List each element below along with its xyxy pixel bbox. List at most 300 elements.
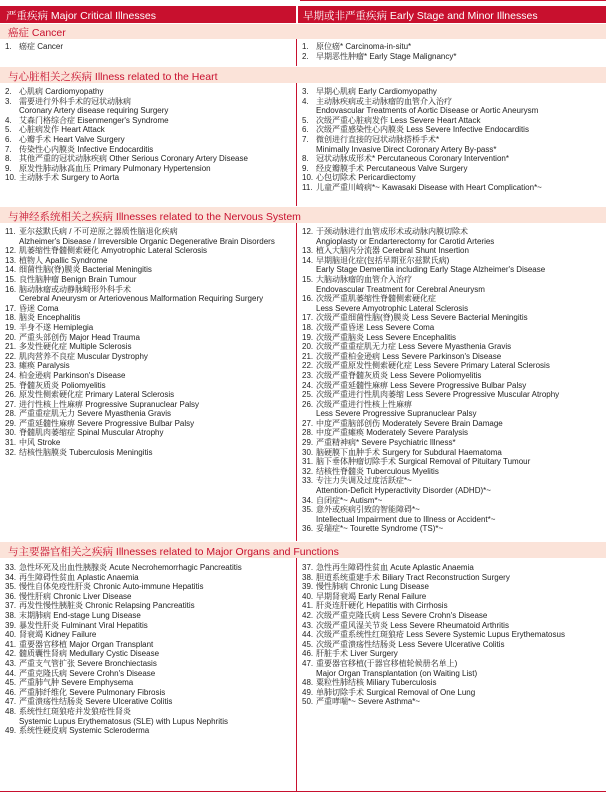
list-item [302,601,565,611]
item-text: 暴发性肝炎 Fulminant Viral Hepatitis [19,620,148,630]
item-number: 34. [302,495,314,505]
heart-minor-list [302,87,542,193]
list-item [5,323,275,333]
item-number: 24. [302,380,314,390]
list-item [5,640,242,650]
list-item [302,611,565,621]
list-item [302,448,559,458]
item-text: 中风 Stroke [19,438,61,448]
item-text: 严重支气管扩张 Severe Bronchiectasis [19,658,157,668]
list-item [5,726,242,736]
list-item [302,400,559,419]
item-text: 早期脑退化症(包括早期亚尔兹默氏病) [316,255,450,265]
list-item [302,621,565,631]
item-number: 44. [302,630,314,640]
item-text: 心瓣手术 Heart Valve Surgery [19,134,125,144]
list-item [302,467,559,477]
item-number: 18. [302,322,314,332]
item-text: 慢性肺病 Chronic Lung Disease [316,582,429,592]
list-item [5,361,275,371]
item-number: 37. [5,601,17,611]
list-item [302,381,559,391]
list-item [302,592,565,602]
item-text-continued: Intellectual Impairment due to Illness or Accident*~ [316,514,496,524]
item-number: 15. [5,274,17,284]
item-text: 系统性硬皮病 Systemic Scleroderma [19,726,150,736]
item-text: 次级严重柏金逊病 Less Severe Parkinson's Disease [316,351,502,361]
item-text: 多发性硬化症 Multiple Sclerosis [19,342,132,352]
list-item [5,649,242,659]
item-text: 早期心肌病 Early Cardiomyopathy [316,87,437,96]
item-number: 23. [302,370,314,380]
item-text: 妥瑞症*~ Tourette Syndrome (TS)*~ [316,524,444,534]
item-text: 原发性侧索硬化症 Primary Lateral Sclerosis [19,390,175,400]
item-text: 次级严重脊髓灰质炎 Less Severe Poliomyelitis [316,370,482,380]
item-text: 严重肺气肿 Severe Emphysema [19,678,134,688]
item-text-continued: Angioplasty or Endarterectomy for Carotid Arteries [316,236,495,246]
item-number: 45. [302,639,314,649]
item-number: 33. [302,476,314,486]
list-item [5,697,242,707]
list-item [302,87,542,97]
nervous-minor-list [302,227,559,534]
item-text: 胆道系统重建手术 Biliary Tract Reconstruction Surgery [316,572,510,582]
item-number: 45. [5,678,17,688]
item-number: 9. [302,163,309,173]
item-text: 脑动脉瘤或动静脉畸形外科手术 [19,284,131,294]
list-item [5,592,242,602]
list-item [302,688,565,698]
item-text: 脑炎 Encephalitis [19,313,81,323]
list-item [302,649,565,659]
item-text: 次级严重进行性肌肉萎缩 Less Severe Progressive Muscular Atrophy [316,390,560,400]
item-number: 11. [5,227,16,236]
item-number: 40. [302,591,314,601]
item-number: 38. [302,572,314,582]
item-text-continued: Cerebral Aneurysm or Arteriovenous Malformation Requiring Surgery [19,294,264,304]
item-text: 主动脉手术 Surgery to Aorta [19,173,120,183]
item-number: 49. [5,726,17,736]
item-number: 46. [302,649,314,659]
item-text: 次级严重风湿关节炎 Less Severe Rheumatoid Arthritis [316,620,509,630]
item-number: 13. [5,255,17,265]
item-number: 28. [5,409,17,419]
list-item [302,227,559,246]
item-text: 于颈动脉进行血管成形术或动脉内膜切除术 [316,227,468,236]
list-item [5,381,275,391]
item-number: 23. [5,361,17,371]
list-item [5,621,242,631]
item-number: 22. [302,361,314,371]
item-number: 30. [5,428,17,438]
item-number: 43. [302,620,314,630]
list-item [5,313,275,323]
item-number: 6. [302,125,309,135]
item-number: 11. [302,182,313,192]
item-text-continued: Less Severe Amyotrophic Lateral Sclerosis [316,303,469,313]
list-item [302,505,559,524]
list-item [302,323,559,333]
item-text: 肝炎连肝硬化 Hepatitis with Cirrhosis [316,601,448,611]
list-item [302,42,457,52]
item-number: 32. [5,447,17,457]
item-text: 昏迷 Coma [19,303,59,313]
cancer-major-list [5,42,63,52]
section-heart-heading: 与心脏相关之疾病 Illness related to the Heart [0,67,606,83]
list-item [5,256,275,266]
item-text: 严重头部创伤 Major Head Trauma [19,332,140,342]
item-text: 脑硬膜下血肿手术 Surgery for Subdural Haematoma [316,447,502,457]
list-item [302,496,559,506]
item-number: 49. [302,687,314,697]
item-number: 27. [5,399,17,409]
list-item [5,116,248,126]
organs-major-list [5,563,242,736]
item-text: 严重肺纤维化 Severe Pulmonary Fibrosis [19,687,166,697]
list-item [5,630,242,640]
item-number: 1. [302,42,309,51]
item-number: 16. [302,294,314,304]
item-number: 5. [302,115,309,125]
item-text: 慢性肝病 Chronic Liver Disease [19,591,132,601]
list-item [5,611,242,621]
list-item [5,688,242,698]
item-text: 原发性肺动脉高血压 Primary Pulmonary Hypertension [19,163,211,173]
item-number: 17. [302,313,314,323]
list-item [5,173,248,183]
item-text-continued: Alzheimer's Disease / Irreversible Organic Degenerative Brain Disorders [19,236,275,246]
item-text: 再发性慢性胰脏炎 Chronic Relapsing Pancreatitis [19,601,195,611]
list-item [302,678,565,688]
item-text: 半身不遂 Hemiplegia [19,322,94,332]
list-item [5,227,275,246]
item-number: 36. [5,591,17,601]
list-item [5,125,248,135]
item-text: 次级严重溃疡性结肠炎 Less Severe Ulcerative Colitis [316,639,505,649]
list-item [302,390,559,400]
item-text: 植物人 Apallic Syndrome [19,255,108,265]
item-number: 22. [5,351,17,361]
item-text: 儿童严重川崎病*~ Kawasaki Disease with Heart Complication*~ [316,182,542,192]
item-text: 良性脑肿瘤 Benign Brain Tumour [19,274,137,284]
item-number: 7. [5,144,12,154]
item-text: 自闭症*~ Autism*~ [316,495,383,505]
item-text: 意外或疾病引致的智能障碍*~ [316,505,420,515]
list-item [302,183,542,193]
item-number: 50. [302,697,314,707]
list-item [5,42,63,52]
item-text: 单肺切除手术 Surgical Removal of One Lung [316,687,476,697]
list-item [5,275,275,285]
item-text: 亚尔兹默氏病 / 不可逆原之器质性脑退化疾病 [19,227,178,236]
item-number: 15. [302,274,314,284]
item-number: 4. [5,115,12,125]
item-text: 次级严重进行性核上性麻痹 [316,399,412,409]
item-number: 19. [302,332,314,342]
item-number: 14. [302,255,314,265]
item-text: 心脏病发作 Heart Attack [19,125,105,135]
item-text: 髓质囊性肾病 Medullary Cystic Disease [19,649,160,659]
item-text: 早期肾衰竭 Early Renal Failure [316,591,427,601]
item-text-continued: Early Stage Dementia including Early Stage Alzheimer's Disease [316,265,546,275]
list-item [302,333,559,343]
list-item [5,573,242,583]
item-number: 3. [302,87,309,96]
list-item [302,52,457,62]
nervous-major-list [5,227,275,457]
item-number: 10. [302,173,314,183]
list-item [302,438,559,448]
item-number: 4. [302,96,309,106]
item-number: 34. [5,572,17,582]
list-item [5,659,242,669]
list-item [5,390,275,400]
list-item [302,352,559,362]
list-item [5,582,242,592]
item-number: 41. [5,639,17,649]
item-text: 癌症 Cancer [19,42,64,51]
list-item [302,582,565,592]
item-number: 48. [302,678,314,688]
item-text: 肝脏手术 Liver Surgery [316,649,398,659]
item-text: 次级严重昏迷 Less Severe Coma [316,322,435,332]
list-item [302,697,565,707]
list-item [302,573,565,583]
list-item [5,563,242,573]
item-text: 经皮瓣膜手术 Percutaneous Valve Surgery [316,163,468,173]
list-item [5,135,248,145]
list-item [302,164,542,174]
item-text: 早期恶性肿瘤* Early Stage Malignancy* [316,51,457,61]
list-item [302,116,542,126]
section-nervous-heading: 与神经系统相关之疾病 Illnesses related to the Nervous System [0,207,606,223]
item-text: 严重溃疡性结肠炎 Severe Ulcerative Colitis [19,697,173,707]
item-text: 心包切除术 Pericardiectomy [316,173,416,183]
item-number: 9. [5,163,12,173]
list-item [5,409,275,419]
table-header [0,6,606,23]
item-text: 结核性脊髓炎 Tuberculous Myelitis [316,466,439,476]
list-item [302,524,559,534]
item-number: 25. [302,390,314,400]
item-number: 28. [302,428,314,438]
section-organs-heading: 与主要器官相关之疾病 Illnesses related to Major Organs and Functions [0,542,606,558]
item-text: 结核性脑膜炎 Tuberculosis Meningitis [19,447,153,457]
item-number: 3. [5,96,12,106]
item-text: 肾衰竭 Kidney Failure [19,630,97,640]
item-number: 30. [302,447,314,457]
item-text: 严重精神病* Severe Psychiatric Illness* [316,438,456,448]
list-item [302,246,559,256]
item-text: 脊髓肌肉萎缩症 Spinal Muscular Atrophy [19,428,164,438]
item-text-continued: Endovascular Treatment for Cerebral Aneurysm [316,284,485,294]
item-text: 严重哮喘*~ Severe Asthma*~ [316,697,421,707]
heart-major-list [5,87,248,183]
item-number: 31. [5,438,17,448]
list-item [302,294,559,313]
item-number: 38. [5,610,17,620]
item-number: 17. [5,303,17,313]
list-item [5,669,242,679]
item-text: 末期肺病 End-stage Lung Disease [19,610,141,620]
list-item [5,448,275,458]
item-number: 14. [5,265,17,275]
list-item [302,256,559,275]
item-number: 47. [5,697,17,707]
item-number: 10. [5,173,17,183]
list-item [5,707,242,726]
item-number: 26. [302,399,314,409]
item-text: 急性再生障碍性贫血 Acute Aplastic Anaemia [316,563,474,572]
list-item [5,371,275,381]
item-text: 心肌病 Cardiomyopathy [19,87,104,96]
item-text: 次级严重延髓性麻痹 Less Severe Progressive Bulbar Palsy [316,380,527,390]
list-item [5,285,275,304]
list-item [5,352,275,362]
item-text: 严重重症肌无力 Severe Myasthenia Gravis [19,409,172,419]
item-text: 慢性自体免疫性肝炎 Chronic Auto-immune Hepatitis [19,582,204,592]
item-text: 柏金逊病 Parkinson's Disease [19,370,126,380]
item-text: 艾森门格综合症 Eisenmenger's Syndrome [19,115,169,125]
item-number: 16. [5,284,17,294]
item-number: 8. [302,154,309,164]
list-item [302,428,559,438]
item-text: 细菌性脑(脊)膜炎 Bacterial Meningitis [19,265,152,275]
list-item [302,640,565,650]
header-early-minor: 早期或非严重疾病 Early Stage and Minor Illnesses [303,10,538,22]
list-item [302,659,565,678]
item-text: 肌萎缩性脊髓侧索硬化 Amyotrophic Lateral Sclerosis [19,246,208,256]
item-text: 次级严重系统性红斑狼疮 Less Severe Systemic Lupus Erythematosus [316,630,565,640]
item-text: 冠状动脉成形术* Percutaneous Coronary Intervention* [316,154,509,164]
list-item [5,97,248,116]
item-text: 系统性红斑狼疮并发狼疮性肾炎 [19,706,131,716]
item-number: 47. [302,658,314,668]
cancer-minor-list [302,42,457,61]
list-item [302,476,559,495]
item-number: 19. [5,322,17,332]
list-item [5,304,275,314]
list-item [5,400,275,410]
item-text: 脊髓灰质炎 Poliomyelitis [19,380,106,390]
item-number: 37. [302,563,314,572]
list-item [302,173,542,183]
item-text-continued: Attention-Deficit Hyperactivity Disorder (ADHD)*~ [316,486,491,496]
section-cancer-heading: 癌症 Cancer [0,24,606,39]
list-item [302,630,565,640]
item-number: 18. [5,313,17,323]
item-text-continued: Systemic Lupus Erythematosus (SLE) with Lupus Nephritis [19,716,228,726]
item-text: 瘫痪 Paralysis [19,361,70,371]
item-number: 6. [5,134,12,144]
item-text: 急性坏死及出血性胰腺炎 Acute Necrohemorrhagic Pancreatitis [19,563,242,572]
item-text: 重要器官移植(于器官移植轮候册名单上) [316,658,458,668]
item-number: 25. [5,380,17,390]
item-text: 次级严重肌萎缩性脊髓侧索硬化症 [316,294,436,304]
item-number: 32. [302,466,314,476]
item-number: 7. [302,134,309,144]
item-text-continued: Less Severe Progressive Supranuclear Palsy [316,409,477,419]
list-item [5,601,242,611]
item-number: 44. [5,668,17,678]
header-major-critical: 严重疾病 Major Critical Illnesses [6,10,156,22]
item-text: 次级严重克隆氏病 Less Severe Crohn's Disease [316,610,488,620]
item-text: 其他严重的冠状动脉疾病 Other Serious Coronary Artery Disease [19,154,248,164]
item-text: 中度严重瘫痪 Moderately Severe Paralysis [316,428,469,438]
item-number: 40. [5,630,17,640]
item-text: 传染性心内膜炎 Infective Endocarditis [19,144,154,154]
item-number: 5. [5,125,12,135]
item-number: 20. [302,342,314,352]
item-text: 进行性核上性麻痹 Progressive Supranuclear Palsy [19,399,200,409]
item-text: 脑下垂体肿瘤切除手术 Surgical Removal of Pituitary Tumour [316,457,531,467]
item-number: 13. [302,246,314,256]
item-text: 植入大脑内分流器 Cerebral Shunt Insertion [316,246,469,256]
item-number: 42. [302,610,314,620]
item-number: 31. [302,457,314,467]
item-text-continued: Endovascular Treatments of Aortic Disease or Aortic Aneurysm [316,106,539,116]
list-item [302,313,559,323]
list-item [5,87,248,97]
item-text: 主动脉疾病或主动脉瘤的血管介入治疗 [316,96,452,106]
list-item [5,265,275,275]
item-number: 48. [5,706,17,716]
item-number: 1. [5,42,12,51]
item-text: 次级严重重症肌无力症 Less Severe Myasthenia Gravis [316,342,512,352]
list-item [302,457,559,467]
item-number: 42. [5,649,17,659]
item-text-continued: Major Organ Transplantation (on Waiting List) [316,668,478,678]
item-text: 中度严重脑部创伤 Moderately Severe Brain Damage [316,418,503,428]
list-item [5,678,242,688]
item-text: 严重克隆氏病 Severe Crohn's Disease [19,668,156,678]
item-number: 8. [5,154,12,164]
list-item [302,154,542,164]
item-number: 21. [302,351,314,361]
list-item [5,145,248,155]
item-number: 29. [302,438,314,448]
bottom-rule [0,791,606,792]
item-text: 肌肉营养不良症 Muscular Dystrophy [19,351,148,361]
item-number: 12. [5,246,17,256]
list-item [302,361,559,371]
item-text: 专注力失调及过度活跃症*~ [316,476,412,486]
item-text-continued: Coronary Artery disease requiring Surgery [19,106,169,116]
list-item [5,246,275,256]
item-number: 43. [5,658,17,668]
organs-minor-list [302,563,565,707]
item-text: 次级严重脑炎 Less Severe Encephalitis [316,332,457,342]
list-item [302,371,559,381]
list-item [302,342,559,352]
item-number: 39. [302,582,314,592]
item-number: 21. [5,342,17,352]
list-item [302,125,542,135]
item-number: 20. [5,332,17,342]
item-text: 微创进行直接的冠状动脉搭桥手术* [316,134,440,144]
item-number: 41. [302,601,314,611]
list-item [5,342,275,352]
item-number: 46. [5,687,17,697]
list-item [302,275,559,294]
list-item [5,164,248,174]
item-text: 再生障碍性贫血 Aplastic Anaemia [19,572,139,582]
item-text: 次级严重原发性侧索硬化症 Less Severe Primary Lateral Sclerosis [316,361,550,371]
list-item [302,135,542,154]
item-number: 2. [5,87,12,96]
list-item [5,333,275,343]
item-text: 次级严重感染性心内膜炎 Less Severe Infective Endocarditis [316,125,529,135]
